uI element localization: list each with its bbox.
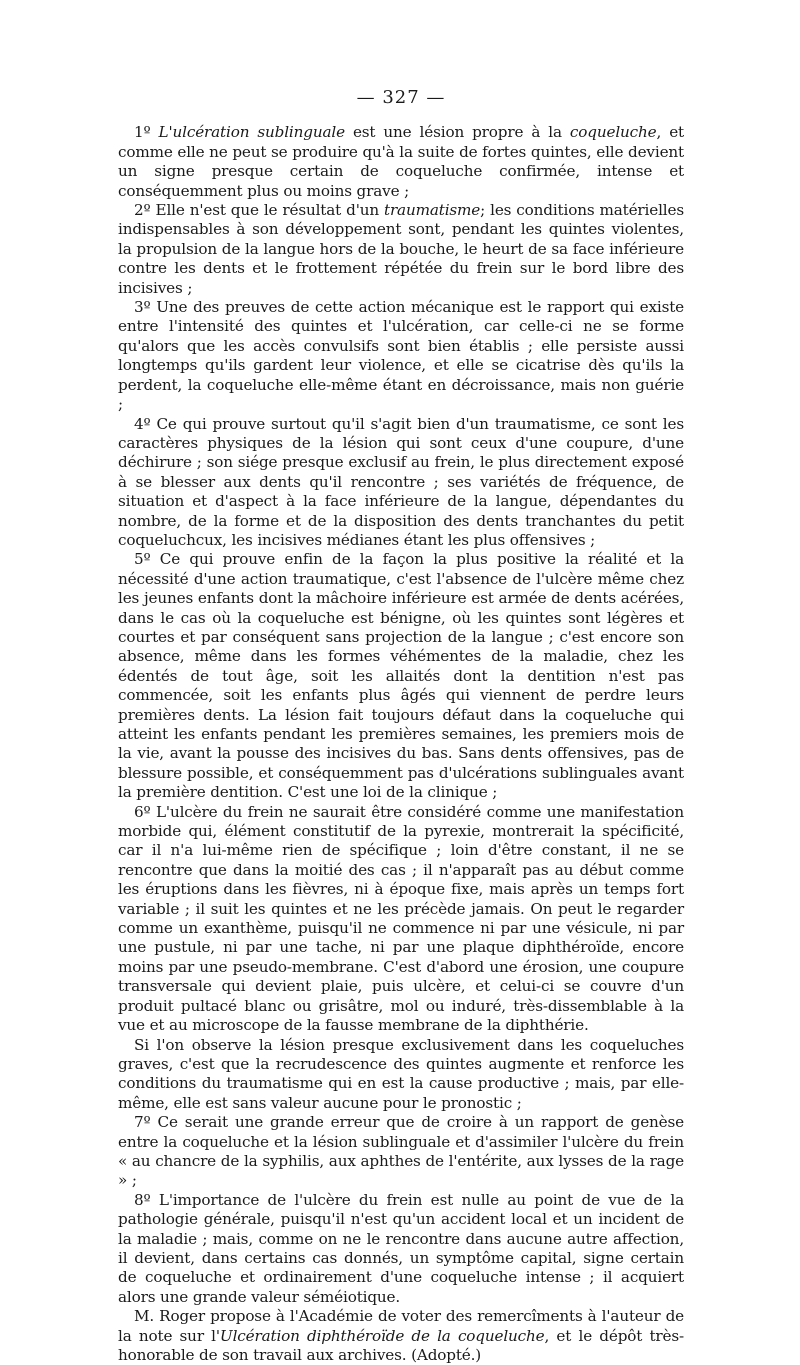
- text-run: M. Roger propose à l'Académie de voter des remercîments à l'auteur de la note sur l': [118, 1307, 684, 1345]
- italic-text: coqueluche: [569, 123, 657, 142]
- paragraph: [118, 298, 684, 414]
- paragraph: [118, 550, 684, 802]
- paragraph: [118, 123, 684, 201]
- paragraph: [118, 803, 684, 1036]
- paragraph: [118, 415, 684, 551]
- text-run: 2º Elle n'est que le résultat d'un: [134, 201, 384, 220]
- text-run: est une lésion propre à la: [344, 123, 570, 142]
- text-run: , et comme elle ne peut se produire qu'à la suite de fortes quintes, elle devient un signe presque certain de coqueluche confirmée, intense et conséquemment plus ou moins grave ;: [118, 123, 684, 200]
- text-run: ; les conditions matérielles indispensables à son développement sont, pendant les quintes violentes, la propulsion de la langue hors de la bouche, le heurt de sa face inférieure contre les dents et le frottement répétée du frein sur le bord libre des incisives ;: [118, 201, 684, 297]
- paragraph: [118, 1307, 684, 1365]
- text-run: 1º: [134, 123, 159, 142]
- text-run: 5º Ce qui prouve enfin de la façon la plus positive la réalité et la nécessité d'une action traumatique, c'est l'absence de l'ulcère même chez les jeunes enfants dont la mâchoire inférieure est armée de dents acérées, dans le cas où la coqueluche est bénigne, où les quintes sont légères et courtes et par conséquent sans projection de la langue ; c'est encore son absence, même dans les formes véhémentes de la maladie, chez les édentés de tout âge, soit les allaités dont la dentition n'est pas commencée, soit les enfants plus âgés qui viennent de perdre leurs premières dents. La lésion fait toujours défaut dans la coqueluche qui atteint les enfants pendant les premières semaines, les premiers mois de la vie, avant la pousse des incisives du bas. Sans dents offensives, pas de blessure possible, et conséquemment pas d'ulcérations sublinguales avant la première dentition. C'est une loi de la clinique ;: [118, 550, 684, 802]
- italic-text: Ulcération diphthéroïde de la coqueluche: [219, 1326, 545, 1345]
- italic-text: traumatisme: [383, 201, 481, 220]
- text-run: 7º Ce serait une grande erreur que de croire à un rapport de genèse entre la coqueluche et la lésion sublinguale et d'assimiler l'ulcère du frein « au chancre de la syphilis, aux aphthes de l'entérite, aux lysses de la rage » ;: [118, 1113, 684, 1190]
- text-run: 6º L'ulcère du frein ne saurait être considéré comme une manifestation morbide qui, élément constitutif de la pyrexie, montrerait la spécificité, car il n'a lui-même rien de spécifique ; loin d'être constant, il ne se rencontre que dans la moitié des cas ; il n'apparaît pas au début comme les éruptions dans les fièvres, ni à époque fixe, mais après un temps fort variable ; il suit les quintes et ne les précède jamais. On peut le regarder comme un exanthème, puisqu'il ne commence ni par une vésicule, ni par une pustule, ni par une tache, ni par une plaque diphthéroïde, encore moins par une pseudo-membrane. C'est d'abord une érosion, une coupure transversale qui devient plaie, puis ulcère, et celui-ci se couvre d'un produit pultacé blanc ou grisâtre, mol ou induré, très-dissemblable à la vue et au microscope de la fausse membrane de la diphthérie.: [118, 802, 684, 1035]
- paragraph: [118, 201, 684, 298]
- text-run: 3º Une des preuves de cette action mécanique est le rapport qui existe entre l'intensité des quintes et l'ulcération, car celle-ci ne se forme qu'alors que les accès convulsifs sont bien établis ; elle persiste aussi longtemps qu'ils gardent leur violence, et elle se cicatrise dès qu'ils la perdent, la coqueluche elle-même étant en décroissance, mais non guérie ;: [118, 298, 684, 414]
- document-page: [118, 88, 684, 1365]
- text-run: Si l'on observe la lésion presque exclusivement dans les coqueluches graves, c'est que la recrudescence des quintes augmente et renforce les conditions du traumatisme qui en est la cause productive ; mais, par elle-même, elle est sans valeur aucune pour le pronostic ;: [118, 1035, 684, 1112]
- body-text: [118, 123, 684, 1365]
- text-run: , et le dépôt très-honorable de son travail aux archives. (Adopté.): [118, 1326, 684, 1364]
- italic-text: L'ulcération sublinguale: [158, 123, 345, 142]
- page-number: — 327 —: [356, 87, 446, 108]
- paragraph: [118, 1036, 684, 1114]
- paragraph: [118, 1191, 684, 1307]
- text-run: 4º Ce qui prouve surtout qu'il s'agit bien d'un traumatisme, ce sont les caractères physiques de la lésion qui sont ceux d'une coupure, d'une déchirure ; son siége presque exclusif au frein, le plus directement exposé à se blesser aux dents qu'il rencontre ; ses variétés de fréquence, de situation et d'aspect à la face inférieure de la langue, dépendantes du nombre, de la forme et de la disposition des dents tranchantes du petit coqueluchcux, les incisives médianes étant les plus offensives ;: [118, 414, 684, 549]
- paragraph: [118, 1113, 684, 1191]
- text-run: 8º L'importance de l'ulcère du frein est nulle au point de vue de la pathologie générale, puisqu'il n'est qu'un accident local et un incident de la maladie ; mais, comme on ne le rencontre dans aucune autre affection, il devient, dans certains cas donnés, un symptôme capital, signe certain de coqueluche et ordinairement d'une coqueluche intense ; il acquiert alors une grande valeur séméiotique.: [118, 1190, 684, 1306]
